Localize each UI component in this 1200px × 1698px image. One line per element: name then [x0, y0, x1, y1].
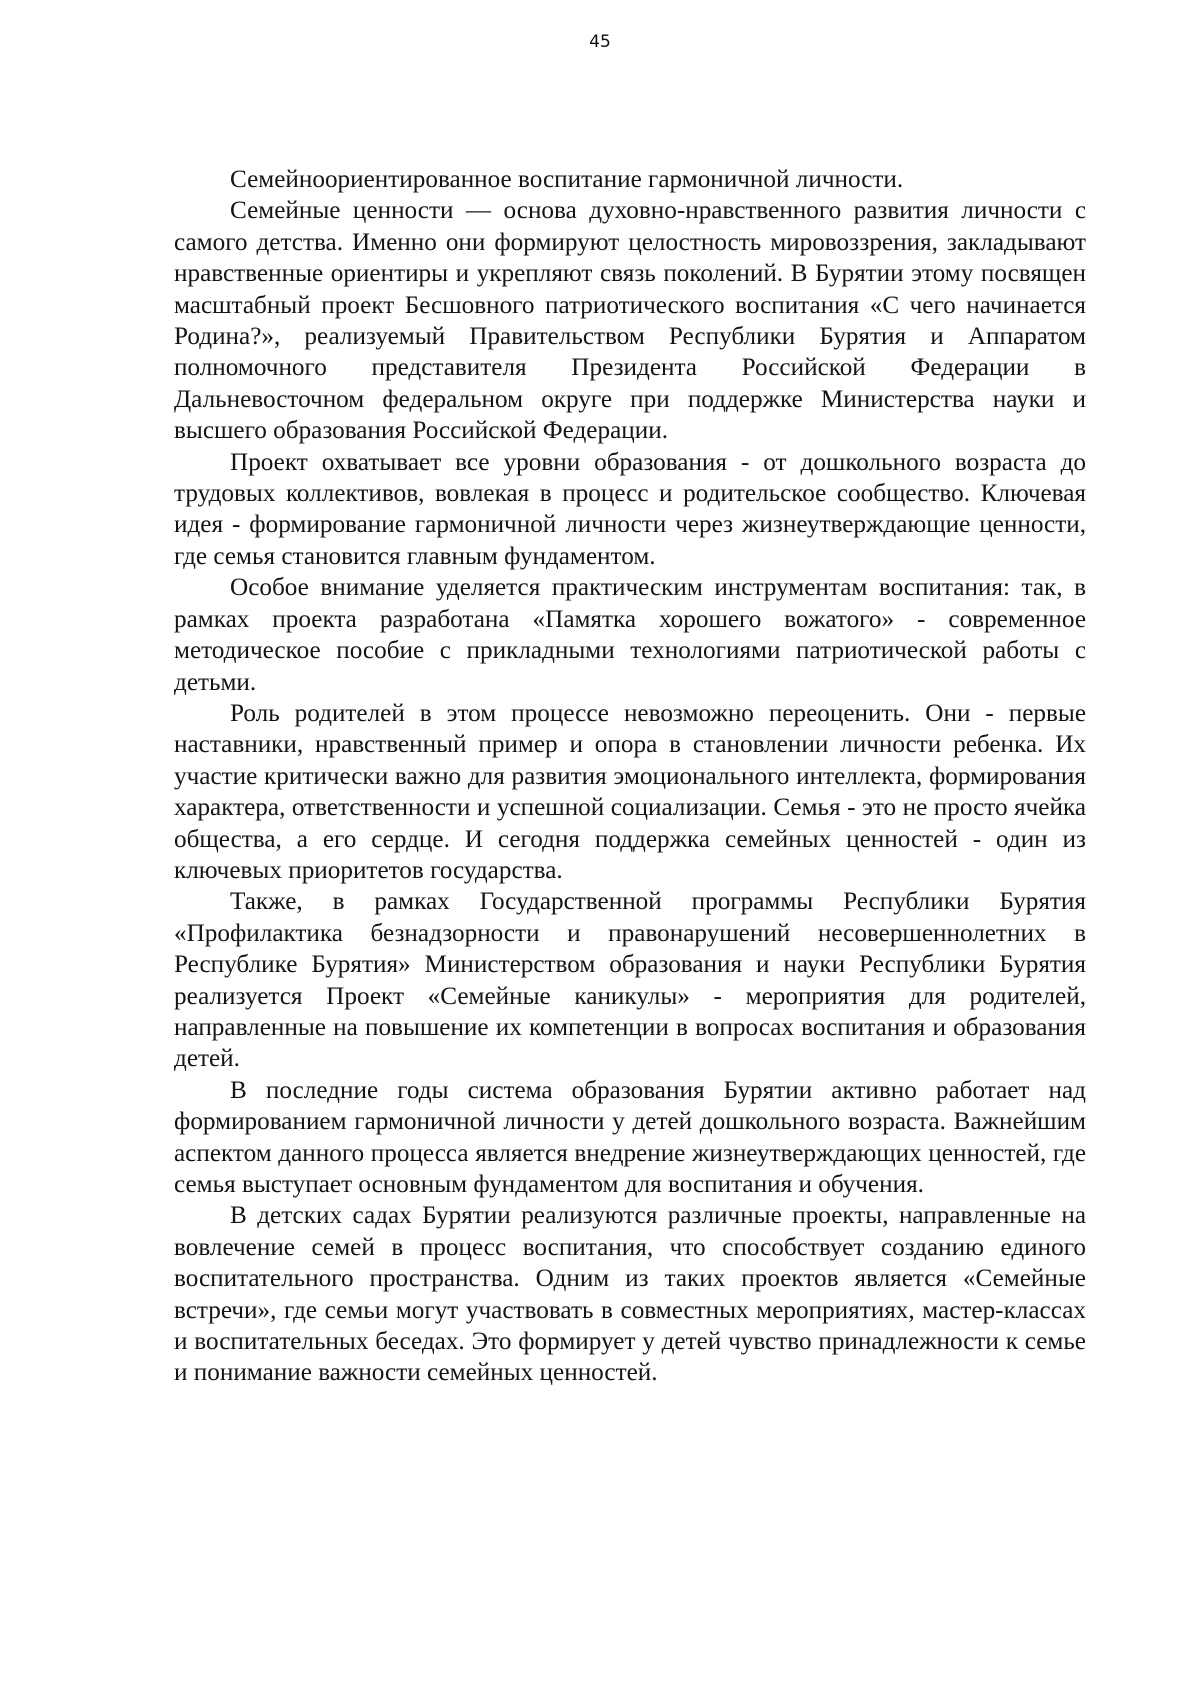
paragraph: В последние годы система образования Бурятии активно работает над формированием гармоничной личности у детей дошкольного возраста. Важнейшим аспектом данного процесса является внедрение жизнеутверждающих ценностей, где семья выступает основным фундаментом для воспитания и обучения.	[174, 1076, 1086, 1198]
paragraph: В детских садах Бурятии реализуются различные проекты, направленные на вовлечение семей в процесс воспитания, что способствует созданию единого воспитательного пространства. Одним из таких проектов является «Семейные встречи», где семьи могут участвовать в совместных мероприятиях, мастер-классах и воспитательных беседах. Это формирует у детей чувство принадлежности к семье и понимание важности семейных ценностей.	[174, 1202, 1086, 1387]
page-number: 45	[589, 32, 611, 52]
document-text	[174, 164, 1086, 1389]
paragraph: Также, в рамках Государственной программы Республики Бурятия «Профилактика безнадзорности и правонарушений несовершеннолетних в Республике Бурятия» Министерством образования и науки Республики Бурятия реализуется Проект «Семейные каникулы» - мероприятия для родителей, направленные на повышение их компетенции в вопросах воспитания и образования детей.	[174, 888, 1086, 1073]
paragraph: Семейные ценности — основа духовно-нравственного развития личности с самого детства. Именно они формируют целостность мировоззрения, закладывают нравственные ориентиры и укрепляют связь поколений. В Бурятии этому посвящен масштабный проект Бесшовного патриотического воспитания «С чего начинается Родина?», реализуемый Правительством Республики Бурятия и Аппаратом полномочного представителя Президента Российской Федерации в Дальневосточном федеральном округе при поддержке Министерства науки и высшего образования Российской Федерации.	[174, 197, 1086, 445]
paragraph: Особое внимание уделяется практическим инструментам воспитания: так, в рамках проекта разработана «Памятка хорошего вожатого» - современное методическое пособие с прикладными технологиями патриотической работы с детьми.	[174, 574, 1086, 696]
paragraph: Проект охватывает все уровни образования - от дошкольного возраста до трудовых коллективов, вовлекая в процесс и родительское сообщество. Ключевая идея - формирование гармоничной личности через жизнеутверждающие ценности, где семья становится главным фундаментом.	[174, 448, 1086, 570]
paragraph: Роль родителей в этом процессе невозможно переоценить. Они - первые наставники, нравственный пример и опора в становлении личности ребенка. Их участие критически важно для развития эмоционального интеллекта, формирования характера, ответственности и успешной социализации. Семья - это не просто ячейка общества, а его сердце. И сегодня поддержка семейных ценностей - один из ключевых приоритетов государства.	[174, 699, 1086, 884]
paragraph-heading: Семейноориентированное воспитание гармоничной личности.	[230, 166, 904, 193]
